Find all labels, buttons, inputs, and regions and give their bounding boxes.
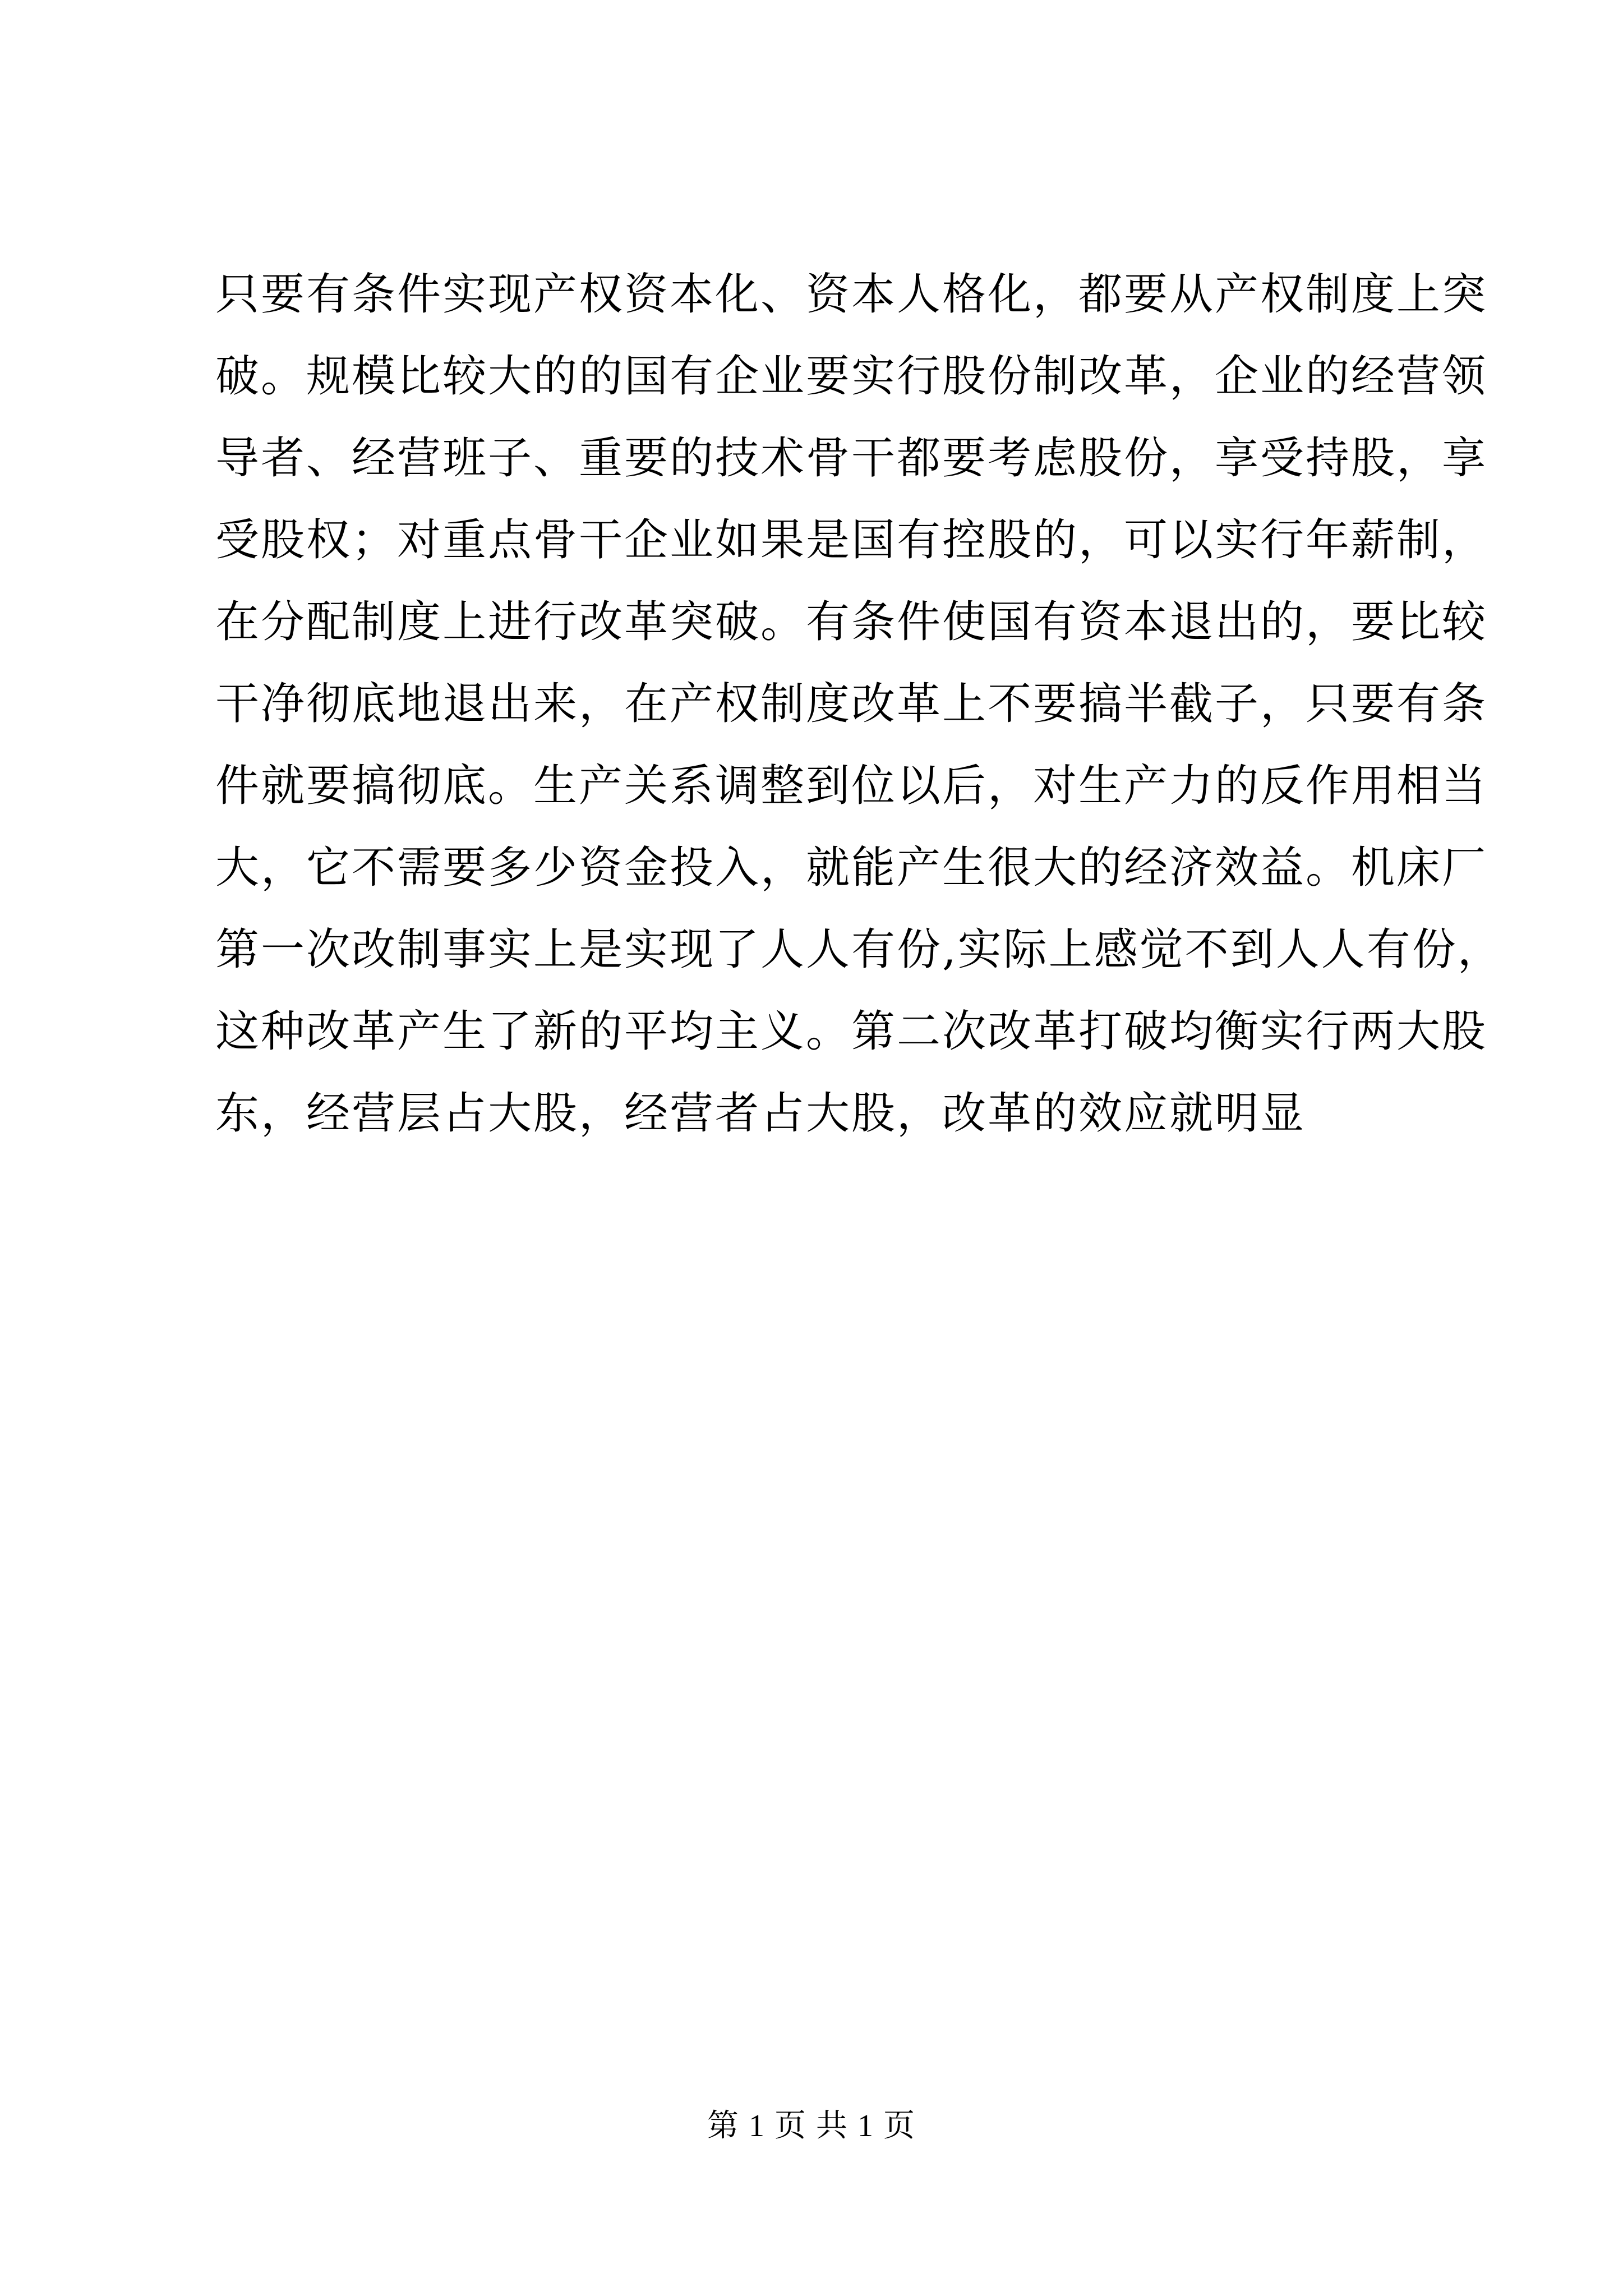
text-line: 导者、经营班子、重要的技术骨干都要考虑股份，享受持股，享: [215, 433, 1488, 484]
text-line: 在分配制度上进行改革突破。有条件使国有资本退出的，要比较: [215, 597, 1488, 647]
page-number-footer: 第 1 页 共 1 页: [707, 2109, 916, 2143]
body-paragraph: [215, 254, 1503, 1154]
text-line: 大，它不需要多少资金投入，就能产生很大的经济效益。机床厂: [215, 843, 1488, 893]
text-line: 干净彻底地退出来，在产权制度改革上不要搞半截子，只要有条: [215, 679, 1488, 729]
text-line: 这种改革产生了新的平均主义。第二次改革打破均衡实行两大股: [215, 1006, 1488, 1057]
text-line: 受股权；对重点骨干企业如果是国有控股的，可以实行年薪制，: [215, 515, 1488, 565]
text-line: 件就要搞彻底。生产关系调整到位以后，对生产力的反作用相当: [215, 761, 1488, 811]
text-line-last: 东，经营层占大股，经营者占大股，改革的效应就明显: [215, 1088, 1306, 1139]
text-line: 只要有条件实现产权资本化、资本人格化，都要从产权制度上突: [215, 269, 1488, 320]
text-line: 第一次改制事实上是实现了人人有份,实际上感觉不到人人有份，: [215, 924, 1503, 975]
text-line: 破。规模比较大的的国有企业要实行股份制改革，企业的经营领: [215, 351, 1488, 402]
